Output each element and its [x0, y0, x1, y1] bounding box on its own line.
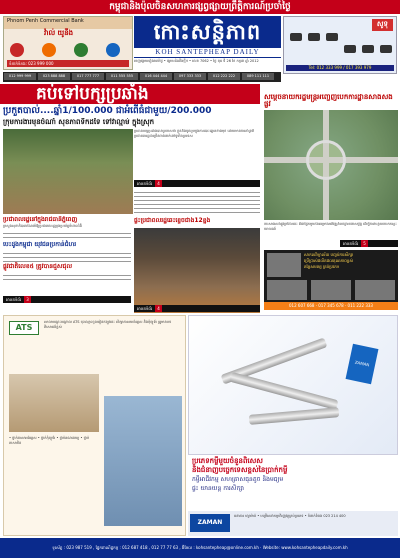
road-story-aerial-photo[interactable]	[264, 110, 398, 220]
main-story-photo[interactable]	[3, 129, 133, 214]
zaman-ad-copy	[188, 455, 398, 511]
camera-ad-phone: Tel: 012 333 999 / 017 393 979	[286, 65, 394, 71]
zaman-footer-text: ធនាគារ ហ្សាម៉ាន់ • បម្រើសេវាកម្មហិរញ្ញវត្ថុគ្រប់ប្រភេទ • ទំនាក់ទំនង 023 214 400	[234, 514, 346, 518]
continued-label: អានតទំព័រ	[343, 241, 359, 246]
left-story-text: ក្រសួងសុខាភិបាលណែនាំឱ្យប្រជាពលរដ្ឋប្រុងប្រយ័ត្នចំពោះជំងឺ	[3, 224, 82, 228]
left-story-text-block	[3, 272, 131, 282]
left-story-headline[interactable]: ផ្លូវជាតិលេខ៥ ត្រូវបានជួសជុល	[3, 262, 73, 270]
electronics-ad-copy	[304, 252, 396, 270]
main-story-text: ប្រធានបក្សប្រឆាំងបានប្រកាសថា ខ្លួននឹងចូលរួមក្នុងការបោះឆ្នោតខាងមុខ ដោយមានការគាំទ្រពីប្រជាពលរដ្ឋជាច្រើនពាន់នាក់នៅទូទាំងប្រទេស	[134, 129, 255, 138]
continued-page-number: 5	[363, 241, 366, 246]
continued-page-bar[interactable]	[3, 296, 131, 303]
continued-label: អានតទំព័រ	[137, 181, 153, 186]
ad-icon	[106, 43, 120, 57]
main-kicker: ក្រុមការងារមុនចំណាំ សុខភាពទីកដទៃ ទៅវាល្មាម់ ក្នុងស្រុក	[3, 118, 155, 126]
camera-icon	[380, 45, 392, 53]
electronics-ad-line: តម្លៃសមរម្យ គ្រប់ប្រភេទ	[304, 264, 340, 269]
phone-strip-item: 097 333 333	[174, 73, 206, 80]
road-story-headline[interactable]: សម្ដេចនាយករដ្ឋមន្ត្រីអញ្ជើញបើកការដ្ឋានសាងសង់ផ្លូវ	[264, 94, 393, 108]
continued-page-number: 4	[157, 181, 160, 186]
main-story-text-block	[134, 189, 260, 214]
bank-advertisement[interactable]	[3, 16, 133, 70]
fire-story-photo[interactable]	[134, 228, 260, 313]
key-image	[230, 372, 339, 410]
electronics-ad-line: សាកលវិទ្យាល័យ បញ្ចប់ការសិក្សា	[304, 252, 354, 257]
ad-icon	[74, 43, 88, 57]
ats-school-advertisement[interactable]	[3, 315, 186, 536]
page-footer: ទូរស័ព្ទ : 023 987 519 , ផ្នែកពាណិជ្ជកម្ម : 012 687 418 , 012 77 77 63 , អ៊ីមែល : kohsantepheap@online.com.kh · Website: www.kohsantepheapdaily.com.kh	[0, 538, 400, 558]
phone-strip-item: 011 555 555	[106, 73, 138, 80]
masthead-title-kh: កោះសន្តិភាព	[153, 20, 262, 44]
phone-strip-item: 089 111 111	[242, 73, 274, 80]
camera-icon	[344, 45, 356, 53]
electronics-ad-phones: 012 607 668 · 017 345 678 · 011 222 333	[264, 302, 398, 310]
ats-students-photo	[9, 374, 99, 432]
continued-page-bar[interactable]	[134, 305, 260, 312]
camera-ad-brand: សូទុ	[372, 19, 393, 31]
product-image	[311, 280, 351, 300]
key-image	[249, 407, 340, 425]
zaman-ad-line: ផ្ទះ យានយន្ត ការសិក្សា	[192, 485, 244, 492]
zaman-ad-line: ប្រភេទកម្ចីមួយចំនួនពិសេស	[192, 457, 263, 465]
left-story-headline[interactable]: ប្រជាពលរដ្ឋនៅក្នុងរាជធានីភ្នំពេញ	[3, 216, 78, 223]
continued-label: អានតទំព័រ	[6, 297, 22, 302]
continued-label: អានតទំព័រ	[137, 306, 153, 311]
zaman-ad-footer	[188, 511, 398, 536]
bank-ad-product: វ៉ាល់ យូនីង	[44, 29, 74, 37]
zaman-ad-line: កម្ចីអាជីវកម្ម សហគ្រាសធុនតូច និងមធ្យម	[192, 476, 284, 483]
phone-strip-item: 023 888 888	[38, 73, 70, 80]
phone-strip-item: 016 444 444	[140, 73, 172, 80]
product-image	[267, 253, 301, 277]
roundabout-shape	[306, 140, 346, 180]
phone-strip-item: 012 222 222	[208, 73, 240, 80]
left-news-column	[3, 216, 131, 294]
bank-ad-tagline: ទំនាក់ទំនង: 023 999 000	[7, 60, 129, 67]
left-story-text-block	[3, 230, 131, 240]
ad-icon	[10, 43, 24, 57]
product-image	[355, 280, 395, 300]
camera-icon	[290, 33, 302, 41]
camera-icon	[362, 45, 374, 53]
phone-strip-item: 012 999 999	[4, 73, 36, 80]
bank-ad-brand: Phnom Penh Commercial Bank	[4, 17, 132, 29]
ats-course-list: • ថ្នាក់ភាសាអង់គ្លេស • ថ្នាក់កុំព្យូទ័រ • ថ្នាក់គណនេយ្យ • ថ្នាក់ភាសាចិន	[9, 436, 90, 445]
ats-logo: ATS	[9, 321, 39, 335]
continued-page-bar[interactable]	[340, 240, 398, 247]
electronics-advertisement[interactable]	[264, 250, 398, 310]
main-headline[interactable]: គប់ទៅបក្សប្រឆាំង	[0, 84, 260, 104]
continued-page-bar[interactable]	[134, 180, 260, 187]
masthead-meta: ចេញផ្សាយរៀងរាល់ថ្ងៃ • ផ្សាយដំណឹងថ្មីៗ • លេខ 7062 • ថ្ងៃ ពុធ ទី 26 ខែ កក្កដា ឆ្នាំ 2012	[134, 59, 259, 63]
phone-strip-item: 017 777 777	[72, 73, 104, 80]
zaman-key-tag: ZAMAN	[346, 344, 379, 385]
continued-page-number: 3	[26, 297, 29, 302]
masthead-title-en: KOH SANTEPHEAP DAILY	[134, 48, 281, 57]
masthead[interactable]	[134, 16, 281, 58]
phone-strip-advertisement[interactable]	[3, 72, 281, 82]
left-story-text-block	[3, 250, 131, 262]
top-banner: កម្ពុជានិងប៉ុលចិនសហការផ្សព្វផ្សាយព្រឹត្តិការណ៍ប្រចាំថ្ងៃ	[0, 0, 400, 14]
ats-ad-copy: សាលាបណ្តុះបណ្តាល ATS ចុះឈ្មោះចូលរៀនឥឡូវនេះ សិក្សាភាសាអង់គ្លេស និងកុំព្យូទ័រ គ្រូមានបទពិសោធន៍ខ្ពស់	[44, 320, 172, 329]
zaman-bank-keys-advertisement[interactable]	[188, 315, 398, 455]
continued-page-number: 4	[157, 306, 160, 311]
ats-building-photo	[104, 396, 182, 526]
security-camera-advertisement[interactable]	[283, 16, 397, 74]
zaman-ad-line: និងជំនាញបច្ចេកទេសខ្ពស់នៃប្រាក់កម្ចី	[192, 466, 288, 474]
fire-story-headline[interactable]: ផ្ទះប្រជាពលរដ្ឋឆេះខ្ទេចជាង12ខ្នង	[134, 217, 211, 224]
zaman-logo: ZAMAN	[190, 514, 230, 532]
electronics-ad-line: ប្រើប្រាស់ផលិតផលគុណភាពខ្ពស់	[304, 258, 354, 263]
ad-icon	[42, 43, 56, 57]
left-story-headline[interactable]: បេះដូងកម្ពុជា យុវជនប្រកាន់ជំហរ	[3, 240, 77, 248]
main-subheadline: ប្រកួតបាល់....ឆ្នាំ1/100.000 ជាអំពើធំជាមួយ/200.000	[3, 106, 212, 116]
camera-icon	[308, 33, 320, 41]
road-story-text: ការសាងសង់ផ្លូវក្រវែលនេះ គឺជាផ្នែកមួយនៃគម្រោងអភិវឌ្ឍន៍ហេដ្ឋារចនាសម្ព័ន្ធ ដើម្បីកាត់បន្ថយការកកស្ទះចរាចរណ៍	[264, 222, 397, 231]
product-image	[267, 280, 307, 300]
camera-icon	[326, 33, 338, 41]
